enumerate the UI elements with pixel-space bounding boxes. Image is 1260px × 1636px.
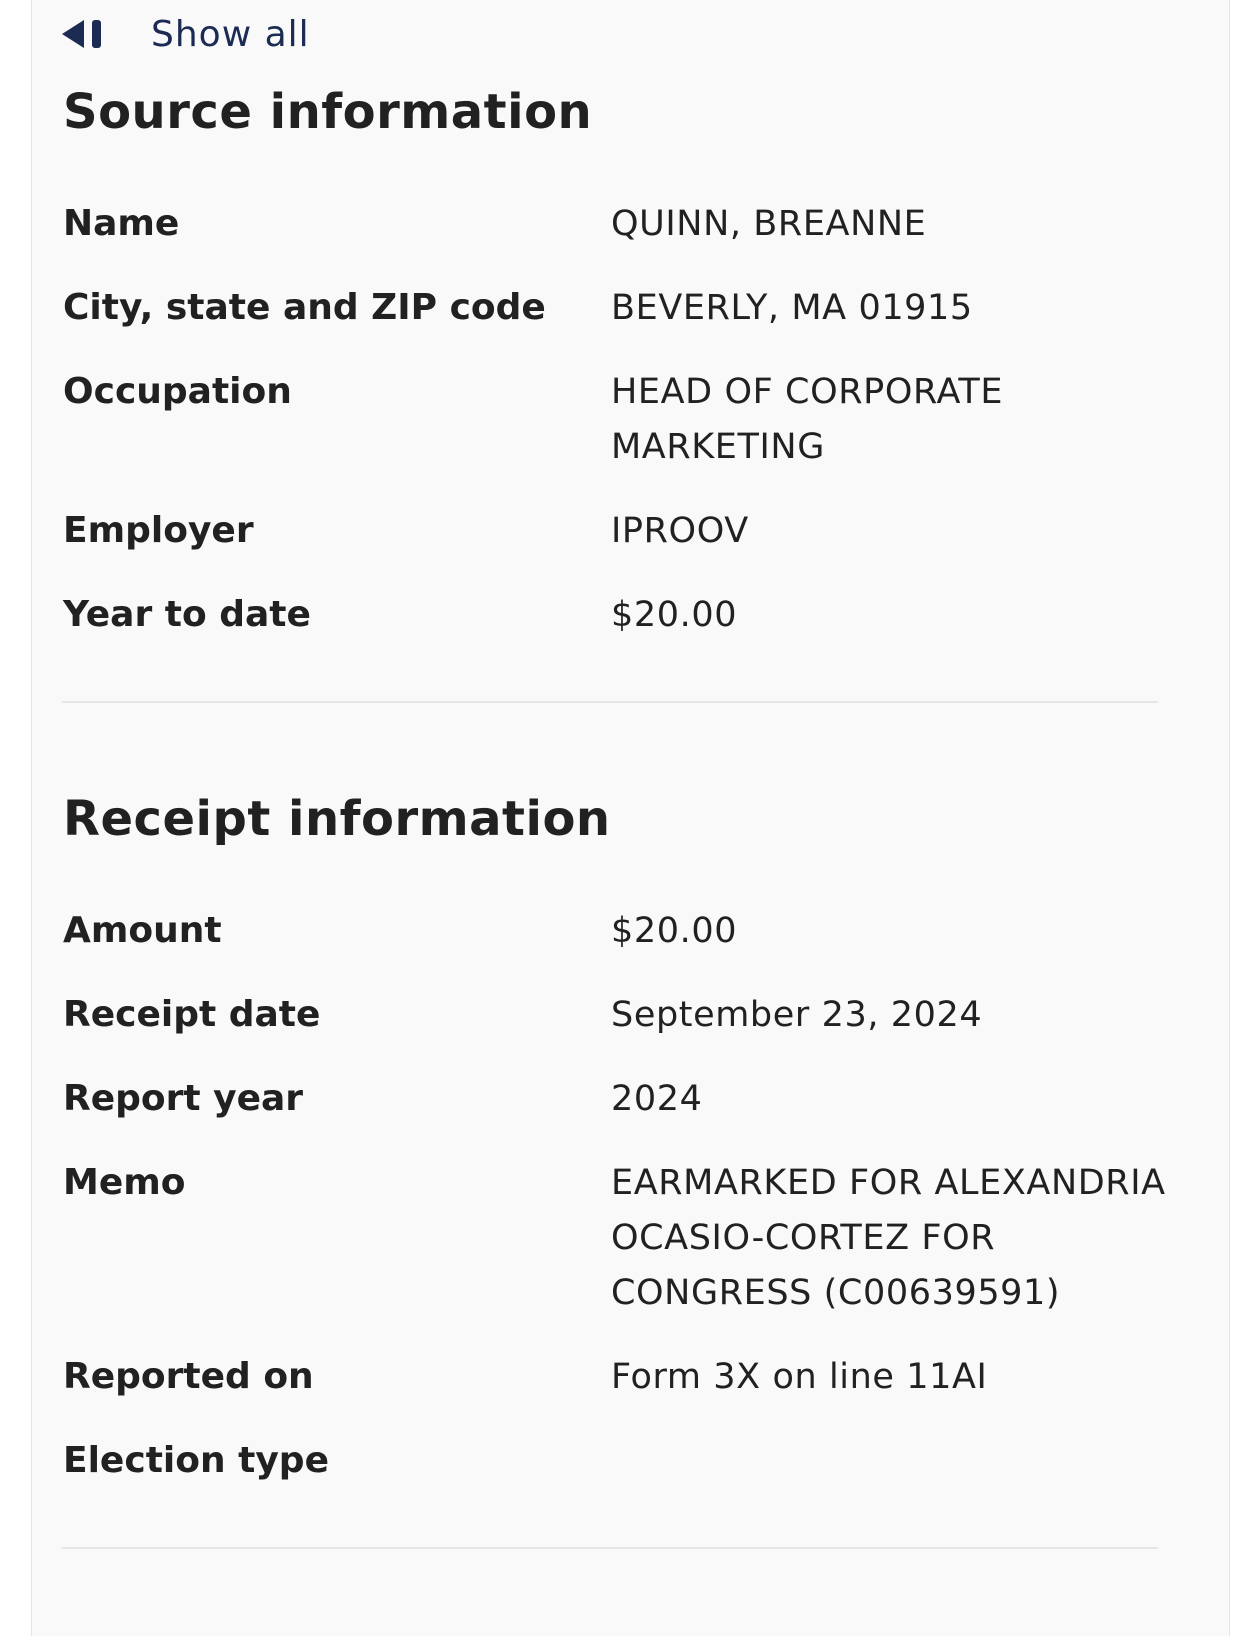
row-value: 2024 bbox=[611, 1079, 703, 1119]
row-value: $20.00 bbox=[611, 595, 738, 635]
row-value: HEAD OF CORPORATE MARKETING bbox=[611, 372, 1004, 467]
row-label: Memo bbox=[63, 1162, 186, 1203]
section-divider bbox=[62, 701, 1158, 703]
row-label: Name bbox=[63, 203, 180, 244]
section-divider bbox=[62, 1547, 1158, 1549]
row-label: Report year bbox=[63, 1078, 304, 1119]
row-label: City, state and ZIP code bbox=[63, 287, 546, 328]
row-value: Form 3X on line 11AI bbox=[611, 1357, 988, 1397]
collapse-left-icon bbox=[62, 18, 106, 50]
show-all-label: Show all bbox=[151, 13, 310, 55]
row-label: Election type bbox=[63, 1440, 329, 1481]
row-label: Occupation bbox=[63, 371, 292, 412]
row-label: Year to date bbox=[63, 594, 311, 635]
row-value: QUINN, BREANNE bbox=[611, 204, 927, 244]
detail-panel bbox=[31, 0, 1230, 1636]
row-value: BEVERLY, MA 01915 bbox=[611, 288, 973, 328]
row-label: Receipt date bbox=[63, 994, 321, 1035]
row-value: IPROOV bbox=[611, 511, 749, 551]
row-label: Employer bbox=[63, 510, 254, 551]
receipt-information-heading: Receipt information bbox=[63, 791, 611, 847]
row-value: $20.00 bbox=[611, 911, 738, 951]
row-value: EARMARKED FOR ALEXANDRIA OCASIO-CORTEZ FOR CONGRESS (C00639591) bbox=[611, 1163, 1166, 1313]
row-label: Amount bbox=[63, 910, 222, 951]
show-all-link[interactable] bbox=[62, 14, 310, 54]
row-label: Reported on bbox=[63, 1356, 314, 1397]
row-value: September 23, 2024 bbox=[611, 995, 983, 1035]
source-information-heading: Source information bbox=[63, 84, 593, 140]
